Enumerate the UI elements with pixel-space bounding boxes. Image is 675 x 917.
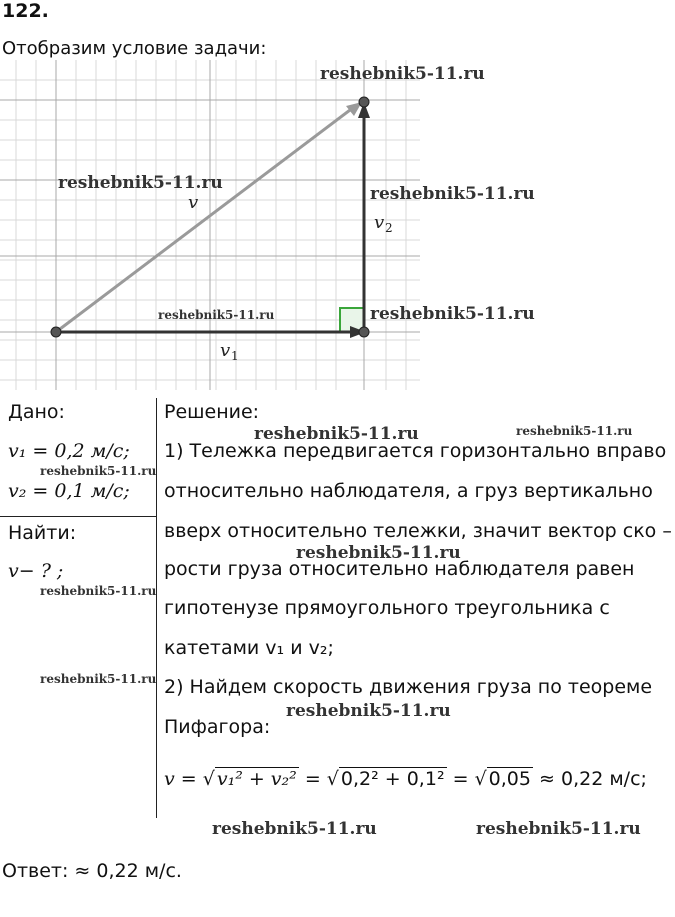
watermark-7: reshebnik5-11.ru <box>516 424 633 438</box>
formula-eq: = <box>298 768 327 790</box>
watermark-6: reshebnik5-11.ru <box>254 424 419 444</box>
given-v1: v₁ = 0,2 м/с; <box>8 440 130 462</box>
solution-line-5: гипотенузе прямоугольного треугольника с <box>164 597 610 619</box>
formula-root-2: 0,2² + 0,1² <box>340 768 445 790</box>
formula-root-3: 0,05 <box>488 768 531 790</box>
watermark-13: reshebnik5-11.ru <box>212 819 377 839</box>
watermark-5: reshebnik5-11.ru <box>370 304 535 324</box>
watermark-12: reshebnik5-11.ru <box>286 701 451 721</box>
solution-heading: Решение: <box>164 401 260 423</box>
label-v2-sub: 2 <box>385 221 393 235</box>
answer: Ответ: ≈ 0,22 м/с. <box>2 860 182 882</box>
watermark-11: reshebnik5-11.ru <box>40 672 157 686</box>
watermark-9: reshebnik5-11.ru <box>296 543 461 563</box>
corner-point <box>359 327 369 337</box>
column-divider <box>156 398 157 818</box>
formula-root-1: v₁² + v₂² <box>216 768 297 790</box>
find-v: v− ? ; <box>8 560 64 582</box>
solution-line-3: вверх относительно тележки, значит вектор ско – <box>164 520 672 542</box>
origin-point <box>51 327 61 337</box>
solution-line-8: Пифагора: <box>164 716 271 738</box>
sqrt-sign-2: √ <box>326 768 339 790</box>
label-v: v <box>188 192 199 213</box>
watermark-8: reshebnik5-11.ru <box>40 464 157 478</box>
label-v1-sub: 1 <box>231 349 239 363</box>
watermark-2: reshebnik5-11.ru <box>58 173 223 193</box>
solution-line-1: 1) Тележка передвигается горизонтально вправо <box>164 440 667 462</box>
pythagoras-formula <box>164 768 647 790</box>
vector-diagram <box>0 60 420 390</box>
given-heading: Дано: <box>8 401 65 423</box>
formula-lhs: v = <box>164 768 203 790</box>
watermark-10: reshebnik5-11.ru <box>40 584 157 598</box>
watermark-3: reshebnik5-11.ru <box>370 184 535 204</box>
solution-line-2: относительно наблюдателя, а груз вертикально <box>164 480 653 502</box>
solution-line-7: 2) Найдем скорость движения груза по теореме <box>164 676 653 698</box>
watermark-1: reshebnik5-11.ru <box>320 64 485 84</box>
intro-text: Отобразим условие задачи: <box>2 38 267 59</box>
formula-eq-2: = <box>446 768 475 790</box>
watermark-14: reshebnik5-11.ru <box>476 819 641 839</box>
sqrt-sign-3: √ <box>474 768 487 790</box>
label-v2: v <box>374 212 385 233</box>
watermark-4: reshebnik5-11.ru <box>158 308 275 322</box>
label-v1: v <box>220 340 231 361</box>
formula-result: ≈ 0,22 м/с; <box>532 768 647 790</box>
solution-line-4: рости груза относительно наблюдателя равен <box>164 558 635 580</box>
sqrt-sign-1: √ <box>202 768 215 790</box>
problem-number: 122. <box>2 0 49 22</box>
tip-point <box>359 97 369 107</box>
given-v2: v₂ = 0,1 м/с; <box>8 480 130 502</box>
given-find-divider <box>0 516 157 517</box>
solution-line-6: катетами v₁ и v₂; <box>164 637 334 659</box>
find-heading: Найти: <box>8 522 77 544</box>
